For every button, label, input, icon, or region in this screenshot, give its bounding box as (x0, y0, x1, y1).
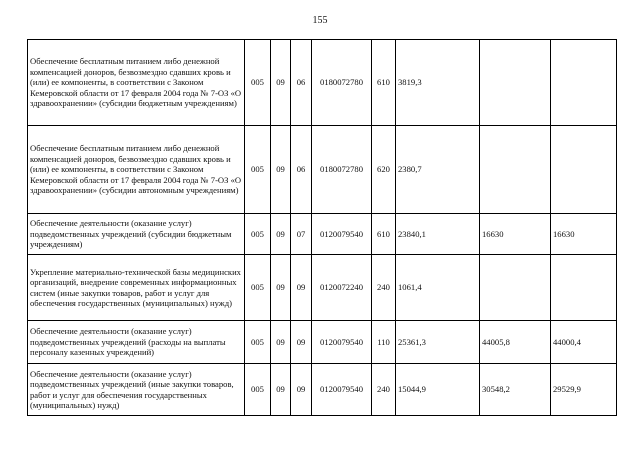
target-article-code: 0180072780 (312, 40, 372, 126)
amount-year-1: 25361,3 (396, 321, 480, 364)
table-row (28, 321, 617, 364)
amount-year-3 (551, 255, 617, 321)
amount-year-3: 16630 (551, 214, 617, 255)
section-code: 09 (271, 255, 291, 321)
expense-type-code: 610 (372, 40, 396, 126)
page-number: 155 (312, 15, 328, 26)
table-row (28, 255, 617, 321)
amount-year-1: 15044,9 (396, 364, 480, 416)
target-article-code: 0120079540 (312, 321, 372, 364)
expense-type-code: 240 (372, 255, 396, 321)
ministry-code: 005 (245, 40, 271, 126)
section-code: 09 (271, 214, 291, 255)
ministry-code: 005 (245, 126, 271, 214)
row-description: Обеспечение деятельности (оказание услуг) подведомственных учреждений (субсидии бюджетным учреждениям) (28, 214, 245, 255)
table-row (28, 40, 617, 126)
amount-year-3 (551, 40, 617, 126)
table-row (28, 126, 617, 214)
section-code: 09 (271, 321, 291, 364)
amount-year-2: 44005,8 (480, 321, 551, 364)
section-code: 09 (271, 364, 291, 416)
row-description: Укрепление материально-технической базы медицинских организаций, внедрение современных информационных систем (иные закупки товаров, работ и услуг для обеспечения государственных (муниципальных) нужд) (28, 255, 245, 321)
target-article-code: 0120079540 (312, 364, 372, 416)
amount-year-1: 23840,1 (396, 214, 480, 255)
row-description: Обеспечение бесплатным питанием либо денежной компенсацией доноров, безвозмездно сдавших кровь и (или) ее компоненты, в соответствии с Законом Кемеровской области от 17 февраля 2004 года № 7-ОЗ «О здравоохранении» (субсидии бюджетным учреждениям) (28, 40, 245, 126)
expense-type-code: 240 (372, 364, 396, 416)
target-article-code: 0120079540 (312, 214, 372, 255)
expense-type-code: 620 (372, 126, 396, 214)
subsection-code: 09 (291, 321, 312, 364)
amount-year-1: 1061,4 (396, 255, 480, 321)
row-description: Обеспечение деятельности (оказание услуг) подведомственных учреждений (иные закупки товаров, работ и услуг для обеспечения государственных (муниципальных) нужд) (28, 364, 245, 416)
ministry-code: 005 (245, 364, 271, 416)
amount-year-1: 2380,7 (396, 126, 480, 214)
amount-year-3: 44000,4 (551, 321, 617, 364)
expense-type-code: 110 (372, 321, 396, 364)
row-description: Обеспечение деятельности (оказание услуг) подведомственных учреждений (расходы на выплаты персоналу казенных учреждений) (28, 321, 245, 364)
amount-year-2: 30548,2 (480, 364, 551, 416)
target-article-code: 0120072240 (312, 255, 372, 321)
table-row (28, 364, 617, 416)
amount-year-3 (551, 126, 617, 214)
subsection-code: 06 (291, 126, 312, 214)
expense-type-code: 610 (372, 214, 396, 255)
amount-year-2 (480, 255, 551, 321)
ministry-code: 005 (245, 321, 271, 364)
ministry-code: 005 (245, 255, 271, 321)
target-article-code: 0180072780 (312, 126, 372, 214)
amount-year-2: 16630 (480, 214, 551, 255)
section-code: 09 (271, 126, 291, 214)
subsection-code: 09 (291, 255, 312, 321)
ministry-code: 005 (245, 214, 271, 255)
amount-year-2 (480, 126, 551, 214)
row-description: Обеспечение бесплатным питанием либо денежной компенсацией доноров, безвозмездно сдавших кровь и (или) ее компоненты, в соответствии с Законом Кемеровской области от 17 февраля 2004 года № 7-ОЗ «О здравоохранении» (субсидии автономным учреждениям) (28, 126, 245, 214)
amount-year-2 (480, 40, 551, 126)
subsection-code: 06 (291, 40, 312, 126)
section-code: 09 (271, 40, 291, 126)
subsection-code: 07 (291, 214, 312, 255)
budget-table (27, 39, 617, 416)
amount-year-1: 3819,3 (396, 40, 480, 126)
subsection-code: 09 (291, 364, 312, 416)
amount-year-3: 29529,9 (551, 364, 617, 416)
table-row (28, 214, 617, 255)
